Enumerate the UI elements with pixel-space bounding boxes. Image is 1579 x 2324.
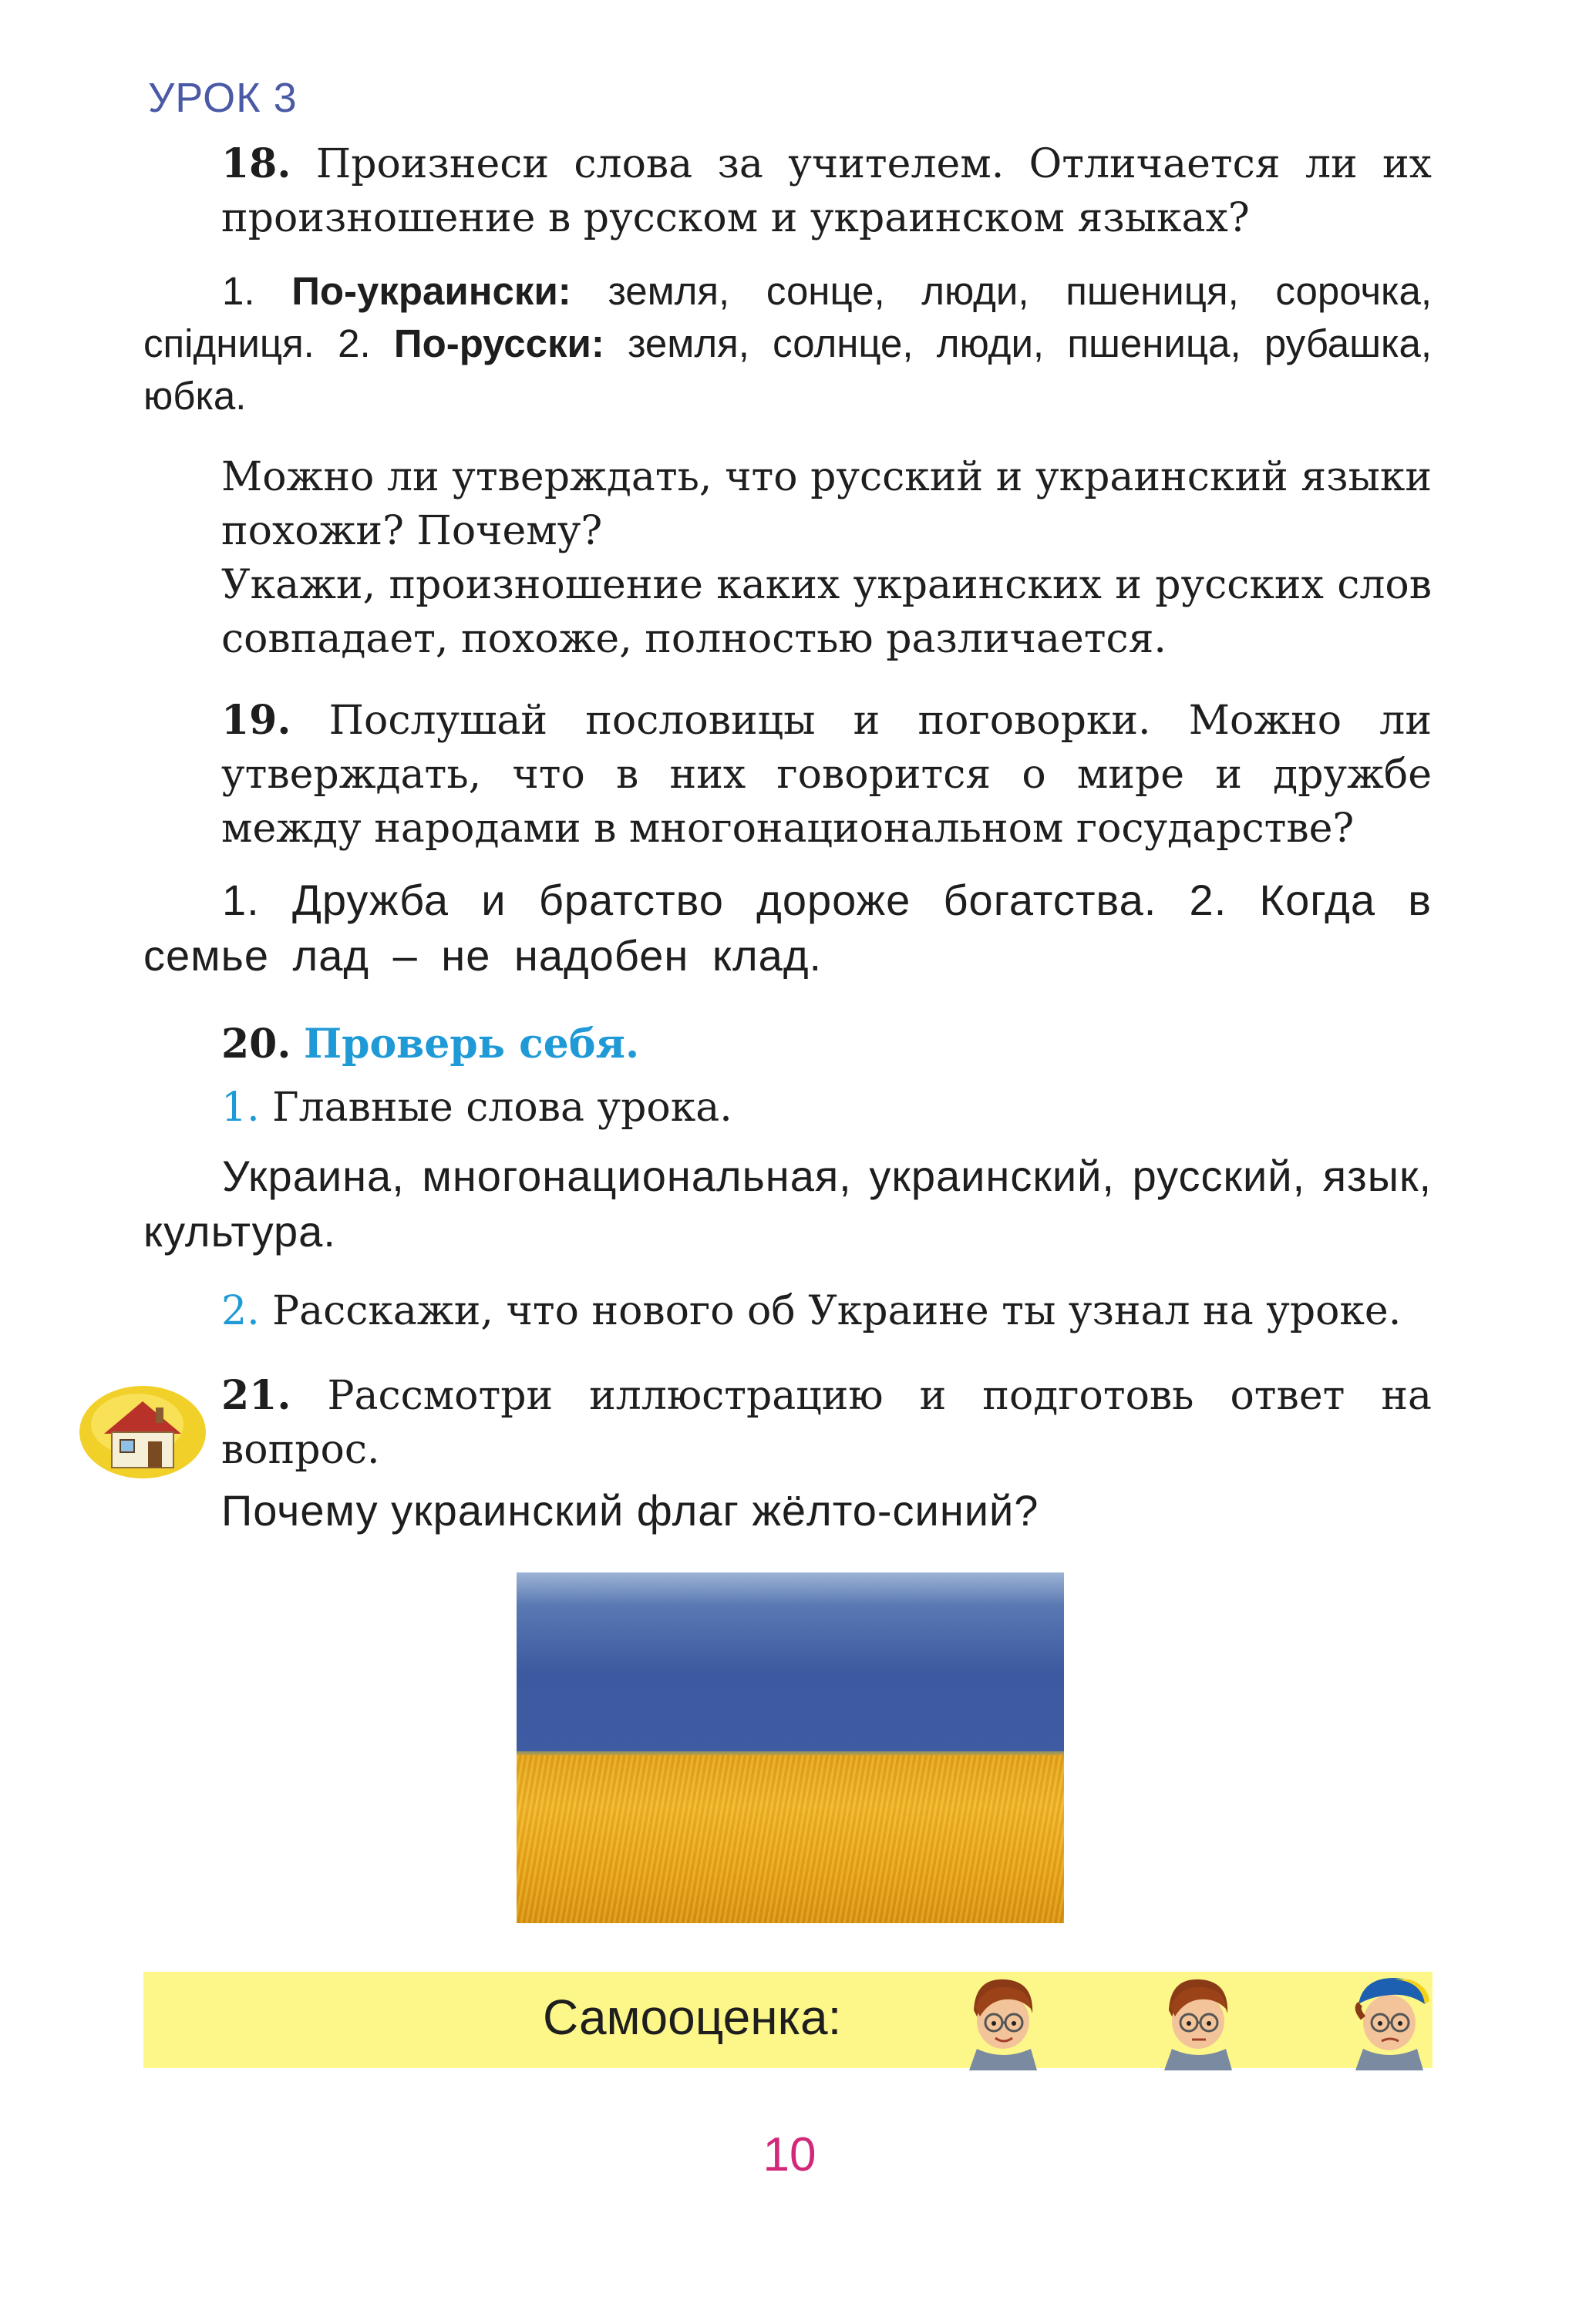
exercise-20-heading [221, 1017, 1432, 1071]
exercise-number: 21. [221, 1372, 291, 1419]
exercise-21-question: Почему украинский флаг жёлто-синий? [221, 1486, 1039, 1535]
item-text: Расскажи, что нового об Украине ты узнал на уроке. [272, 1288, 1402, 1334]
item-number: 2. [221, 1288, 260, 1334]
exercise-18-question-1: Можно ли утверждать, что русский и украинский языки похожи? Почему? [221, 454, 1432, 554]
sky-area [517, 1572, 1064, 1755]
ukrainian-label: По-украински: [291, 269, 571, 313]
boy-cap-face-icon[interactable] [1348, 1970, 1433, 2070]
exercise-18-task [221, 137, 1432, 245]
exercise-20-item-2 [221, 1284, 1432, 1338]
exercise-20-item-1 [221, 1081, 1432, 1135]
lesson-heading: УРОК 3 [148, 75, 298, 121]
wheat-field-photo [517, 1572, 1064, 1923]
exercise-number: 19. [221, 697, 291, 744]
ukrainian-words: земля, сонце, люди, пшениця, сорочка, спідниця. [143, 269, 1433, 365]
list-number: 2. [338, 321, 371, 365]
exercise-title: Проверь себя. [304, 1021, 640, 1068]
exercise-21-task [221, 1369, 1432, 1477]
exercise-18-question-2: Укажи, произношение каких украинских и русских слов совпадает, похоже, полностью различается. [221, 562, 1432, 662]
exercise-18-words [143, 265, 1432, 422]
key-words: Украина, многонациональная, украинский, русский, язык, культура. [143, 1152, 1432, 1256]
item-number: 1. [221, 1085, 260, 1131]
exercise-text: Рассмотри иллюстрацию и подготовь ответ на вопрос. [221, 1373, 1433, 1473]
self-assessment-label: Самооценка: [543, 1989, 842, 2045]
exercise-19-proverbs: 1. Дружба и братство дороже богатства. 2. Когда в семье лад – не надобен клад. [143, 876, 1432, 980]
exercise-number: 18. [221, 140, 291, 187]
exercise-19-task [221, 694, 1432, 856]
list-number: 1. [222, 269, 255, 313]
page-number: 10 [763, 2128, 816, 2181]
boy-face-icon[interactable] [960, 1970, 1045, 2070]
russian-label: По-русски: [393, 321, 604, 365]
exercise-number: 20. [221, 1021, 291, 1068]
item-text: Главные слова урока. [272, 1085, 732, 1131]
boy-face-icon[interactable] [1155, 1970, 1240, 2070]
russian-words: земля, солнце, люди, пшеница, рубашка, юбка. [143, 321, 1433, 418]
home-task-icon [77, 1380, 208, 1480]
exercise-text: Послушай пословицы и поговорки. Можно ли утверждать, что в них говорится о мире и дружбе между народами в многонациональном государстве? [221, 698, 1432, 852]
wheat-field-area [517, 1755, 1064, 1923]
exercise-text: Произнеси слова за учителем. Отличается ли их произношение в русском и украинском языках? [221, 141, 1433, 241]
